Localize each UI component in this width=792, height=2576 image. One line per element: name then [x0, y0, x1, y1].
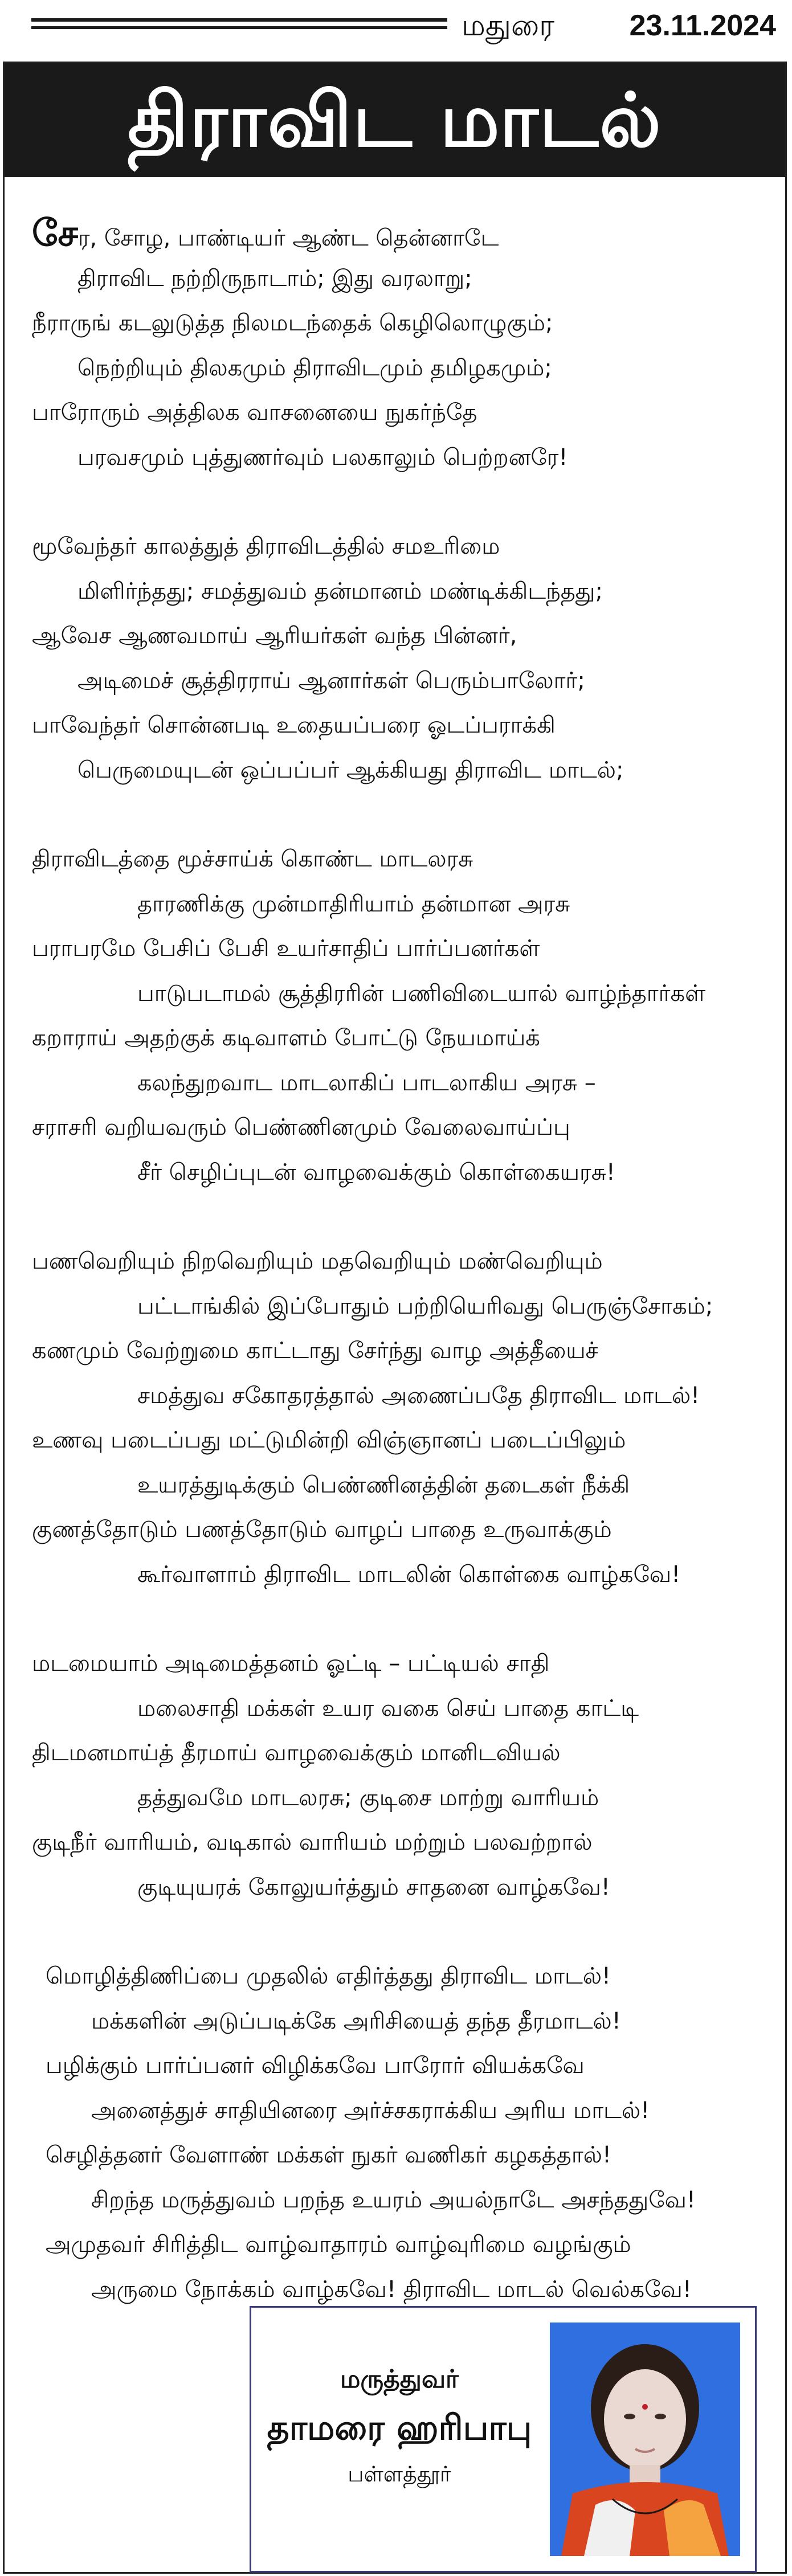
poem-line: பரவசமும் புத்துணர்வும் பலகாலும் பெற்றனரே! — [77, 444, 568, 471]
poem-line: குடிநீர் வாரியம், வடிகால் வாரியம் மற்றும் பலவற்றால் — [32, 1829, 593, 1855]
poem-line: குடியுயரக் கோலுயர்த்தும் சாதனை வாழ்கவே! — [137, 1874, 610, 1900]
poem-line: அடிமைச் சூத்திரராய் ஆனார்கள் பெரும்பாலோர்; — [77, 667, 585, 694]
poem-line: தாரணிக்கு முன்மாதிரியாம் தன்மான அரசு — [137, 890, 570, 917]
stanza — [5, 837, 785, 1195]
poem-line: பாவேந்தர் சொன்னபடி உதையப்பரை ஓடப்பராக்கி — [32, 712, 556, 738]
stanza — [5, 211, 785, 480]
poem-line: பெருமையுடன் ஒப்பப்பர் ஆக்கியது திராவிட மாடல்; — [77, 757, 624, 783]
signature-text — [251, 2308, 548, 2571]
poem-line: கலந்துறவாட மாடலாகிப் பாடலாகிய அரசு – — [137, 1069, 596, 1096]
poem-line: பழிக்கும் பார்ப்பனர் விழிக்கவே பாரோர் வியக்கவே — [46, 2052, 585, 2079]
author-place: பள்ளத்தூர் — [348, 2461, 451, 2487]
poem-line: திராவிடத்தை மூச்சாய்க் கொண்ட மாடலரசு — [32, 846, 473, 872]
poem-line: கணமும் வேற்றுமை காட்டாது சேர்ந்து வாழ அத்தீயைச் — [32, 1338, 598, 1364]
author-name: தாமரை ஹரிபாபு — [267, 2408, 532, 2448]
poem-line: சிறந்த மருத்துவம் பறந்த உயரம் அயல்நாடே அசந்ததுவே! — [91, 2186, 696, 2213]
poem-line: சேர, சோழ, பாண்டியர் ஆண்ட தென்னாடே — [32, 212, 499, 255]
poem-line: மடமையாம் அடிமைத்தனம் ஓட்டி – பட்டியல் சாதி — [32, 1650, 550, 1677]
poem-line: மூவேந்தர் காலத்துத் திராவிடத்தில் சமஉரிமை — [32, 533, 500, 559]
poem-line: அனைத்துச் சாதியினரை அர்ச்சகராக்கிய அரிய மாடல்! — [91, 2097, 650, 2124]
poem-line: பாரோரும் அத்திலக வாசனையை நுகர்ந்தே — [32, 399, 477, 426]
poem-line: மலைசாதி மக்கள் உயர வகை செய் பாதை காட்டி — [137, 1695, 639, 1722]
article-frame — [3, 62, 787, 2574]
signature-box — [250, 2306, 757, 2573]
poem-line: செழித்தனர் வேளாண் மக்கள் நுகர் வணிகர் கழகத்தால்! — [46, 2142, 611, 2168]
poem-line: கூர்வாளாம் திராவிட மாடலின் கொள்கை வாழ்கவே! — [137, 1561, 681, 1588]
poem-line: தத்துவமே மாடலரசு; குடிசை மாற்று வாரியம் — [137, 1784, 599, 1811]
poem-line: திடமனமாய்த் தீரமாய் வாழவைக்கும் மானிடவியல் — [32, 1740, 561, 1766]
author-photo — [550, 2323, 740, 2556]
drop-cap: சே — [32, 212, 78, 255]
dateline-date: 23.11.2024 — [629, 9, 776, 42]
poem-line: உயரத்துடிக்கும் பெண்ணினத்தின் தடைகள் நீக்கி — [137, 1471, 630, 1498]
poem — [5, 211, 785, 2312]
poem-line: ஆவேச ஆணவமாய் ஆரியர்கள் வந்த பின்னர், — [32, 623, 517, 649]
portrait-image — [550, 2323, 740, 2556]
stanza — [5, 1239, 785, 1597]
poem-line: அமுதவர் சிரித்திட வாழ்வாதாரம் வாழ்வுரிமை வழங்கும் — [46, 2231, 631, 2258]
poem-line: நீராருங் கடலுடுத்த நிலமடந்தைக் கெழிலொழுகும்; — [32, 310, 553, 336]
poem-line: கறாராய் அதற்குக் கடிவாளம் போட்டு நேயமாய்க் — [32, 1025, 540, 1051]
poem-line: திராவிட நற்றிருநாடாம்; இது வரலாறு; — [77, 265, 472, 292]
stanza — [5, 524, 785, 792]
poem-line: பணவெறியும் நிறவெறியும் மதவெறியும் மண்வெறியும் — [32, 1248, 603, 1274]
poem-line: உணவு படைப்பது மட்டுமின்றி விஞ்ஞானப் படைப்பிலும் — [32, 1427, 626, 1453]
title-banner — [5, 63, 785, 177]
poem-line: குணத்தோடும் பணத்தோடும் வாழப் பாதை உருவாக்கும் — [32, 1516, 612, 1543]
poem-line: மிளிர்ந்தது; சமத்துவம் தன்மானம் மண்டிக்கிடந்தது; — [77, 578, 603, 604]
dateline-city: மதுரை — [462, 9, 555, 43]
poem-line: பராபரமே பேசிப் பேசி உயர்சாதிப் பார்ப்பனர்கள் — [32, 935, 540, 962]
stanza — [5, 1641, 785, 1909]
poem-line: சீர் செழிப்புடன் வாழவைக்கும் கொள்கையரசு! — [137, 1159, 615, 1185]
poem-line: அருமை நோக்கம் வாழ்கவே! திராவிட மாடல் வெல்கவே! — [91, 2276, 692, 2303]
poem-line: மக்களின் அடுப்படிக்கே அரிசியைத் தந்த தீரமாடல்! — [91, 2007, 621, 2034]
page-title: திராவிட மாடல் — [127, 77, 663, 163]
poem-line: சமத்துவ சகோதரத்தால் அணைப்பதே திராவிட மாடல்! — [137, 1382, 700, 1409]
author-title: மருத்துவர் — [340, 2365, 459, 2394]
poem-line: பட்டாங்கில் இப்போதும் பற்றியெரிவது பெருஞ்சோகம்; — [137, 1293, 713, 1319]
header-rule — [31, 15, 447, 33]
poem-line: மொழித்திணிப்பை முதலில் எதிர்த்தது திராவிட மாடல்! — [46, 1963, 611, 1989]
stanza — [5, 1954, 785, 2312]
poem-line: சராசரி வறியவரும் பெண்ணினமும் வேலைவாய்ப்பு — [32, 1114, 570, 1140]
poem-line: நெற்றியும் திலகமும் திராவிடமும் தமிழகமும்; — [77, 354, 552, 381]
poem-line: பாடுபடாமல் சூத்திரரின் பணிவிடையால் வாழ்ந்தார்கள் — [137, 980, 706, 1007]
